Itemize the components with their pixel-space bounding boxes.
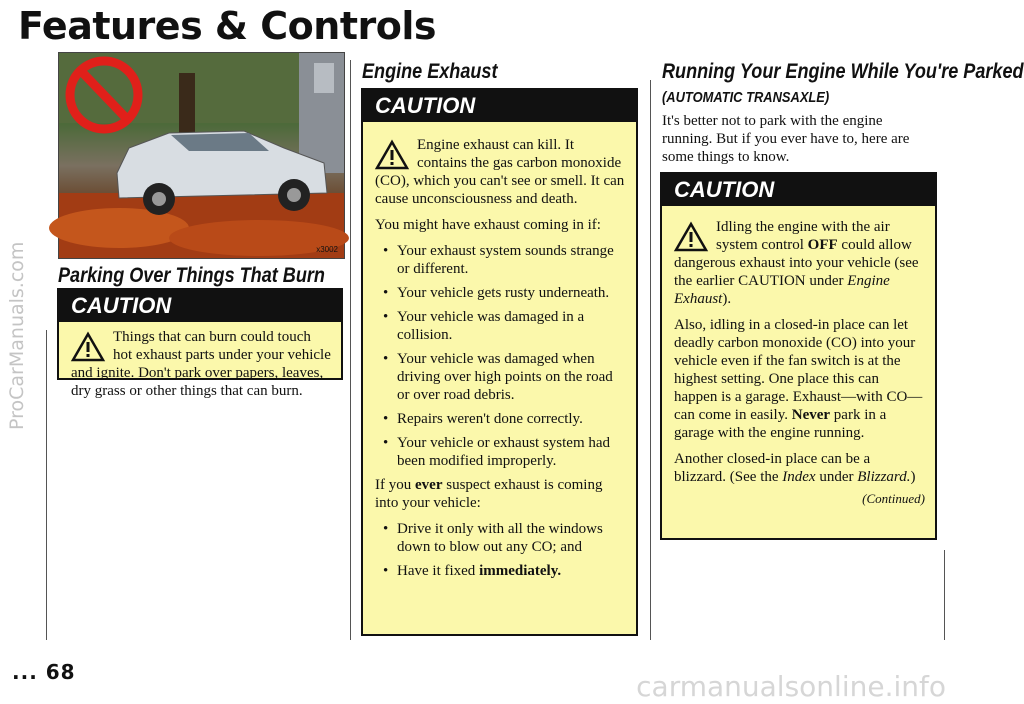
list-item: • Have it fixed immediately. bbox=[375, 562, 626, 580]
caution-label: CAUTION bbox=[363, 90, 636, 122]
blizzard-note: Another closed-in place can be a blizzard. (See the Index under Blizzard.) (Continued) bbox=[674, 451, 925, 506]
page-number bbox=[12, 660, 76, 684]
list-item: • Your vehicle gets rusty underneath. bbox=[375, 284, 626, 302]
warning-triangle-icon bbox=[71, 332, 105, 362]
heading-parking-over-things: Parking Over Things That Burn bbox=[58, 264, 325, 287]
caution-box-engine-exhaust bbox=[361, 88, 638, 636]
caution-body bbox=[59, 322, 341, 416]
suspect-exhaust-text: If you ever suspect exhaust is coming into your vehicle: bbox=[375, 477, 603, 511]
left-margin-rule bbox=[46, 330, 47, 640]
photo-code: x3002 bbox=[316, 245, 338, 254]
list-item: • Repairs weren't done correctly. bbox=[375, 410, 626, 428]
list-item: • Your vehicle or exhaust system had been modified improperly. bbox=[375, 434, 626, 470]
list-item: • Your exhaust system sounds strange or different. bbox=[375, 242, 626, 278]
warning-triangle-icon bbox=[674, 222, 708, 252]
right-margin-rule bbox=[944, 550, 945, 640]
caution-body bbox=[363, 122, 636, 594]
no-parking-over-leaves-photo bbox=[58, 52, 345, 259]
running-engine-intro: It's better not to park with the engine running. But if you ever have to, here are some things to know. bbox=[662, 113, 910, 165]
page-title: Features & Controls bbox=[18, 4, 436, 48]
exhaust-warning-text: Engine exhaust can kill. It contains the gas carbon monoxide (CO), which you can't see or smell. It can cause unconsciousness and death. bbox=[375, 137, 625, 207]
heading-running-engine-parked: Running Your Engine While You're Parked (AUTOMATIC TRANSAXLE) bbox=[662, 60, 1024, 106]
caution-box-running-engine bbox=[660, 172, 937, 540]
column-divider-1 bbox=[350, 60, 351, 640]
list-item: • Drive it only with all the windows down to blow out any CO; and bbox=[375, 520, 626, 556]
list-item: • Your vehicle was damaged in a collision. bbox=[375, 308, 626, 344]
exhaust-action-list bbox=[375, 520, 626, 580]
caution-body: Idling the engine with the air system control OFF could allow dangerous exhaust into your vehicle (see the earlier CAUTION under Engine Exhaust). Also, idling in a closed-in place can let deadly carbon monoxide (CO) into your vehicle even if the fan switch is at the highest setting. One place this can happen is a garage. Exhaust—with CO—can come in easily. Never park in a garage with the engine running. Another closed-in place can be a blizzard. (See the Index under Blizzard.) (Continued) bbox=[674, 219, 925, 506]
closed-in-warning: Also, idling in a closed-in place can let deadly carbon monoxide (CO) into your vehicle even if the fan switch is at the highest setting. One place this can happen is a garage. Exhaust—with CO—can come in easily. Never park in a garage with the engine running. bbox=[674, 317, 923, 441]
column-divider-2 bbox=[650, 80, 651, 640]
page-number-dots: ... bbox=[12, 660, 38, 684]
caution-label: CAUTION bbox=[662, 174, 935, 206]
caution-text: Things that can burn could touch hot exhaust parts under your vehicle and ignite. Don't park over papers, leaves, dry grass or other things that can burn. bbox=[71, 329, 331, 399]
warning-triangle-icon bbox=[375, 140, 409, 170]
page-number-value: 68 bbox=[45, 660, 76, 684]
side-watermark: ProCarManuals.com bbox=[6, 241, 28, 430]
heading-engine-exhaust: Engine Exhaust bbox=[362, 60, 498, 83]
exhaust-signs-intro: You might have exhaust coming in if: bbox=[375, 217, 601, 233]
bottom-watermark: carmanualsonline.info bbox=[636, 670, 946, 703]
caution-label: CAUTION bbox=[59, 290, 341, 322]
caution-box-parking bbox=[57, 288, 343, 399]
car-on-leaves-illustration bbox=[59, 53, 344, 258]
list-item: • Your vehicle was damaged when driving over high points on the road or over road debris. bbox=[375, 350, 626, 404]
exhaust-signs-list bbox=[375, 242, 626, 470]
continued-label: (Continued) bbox=[862, 491, 925, 506]
